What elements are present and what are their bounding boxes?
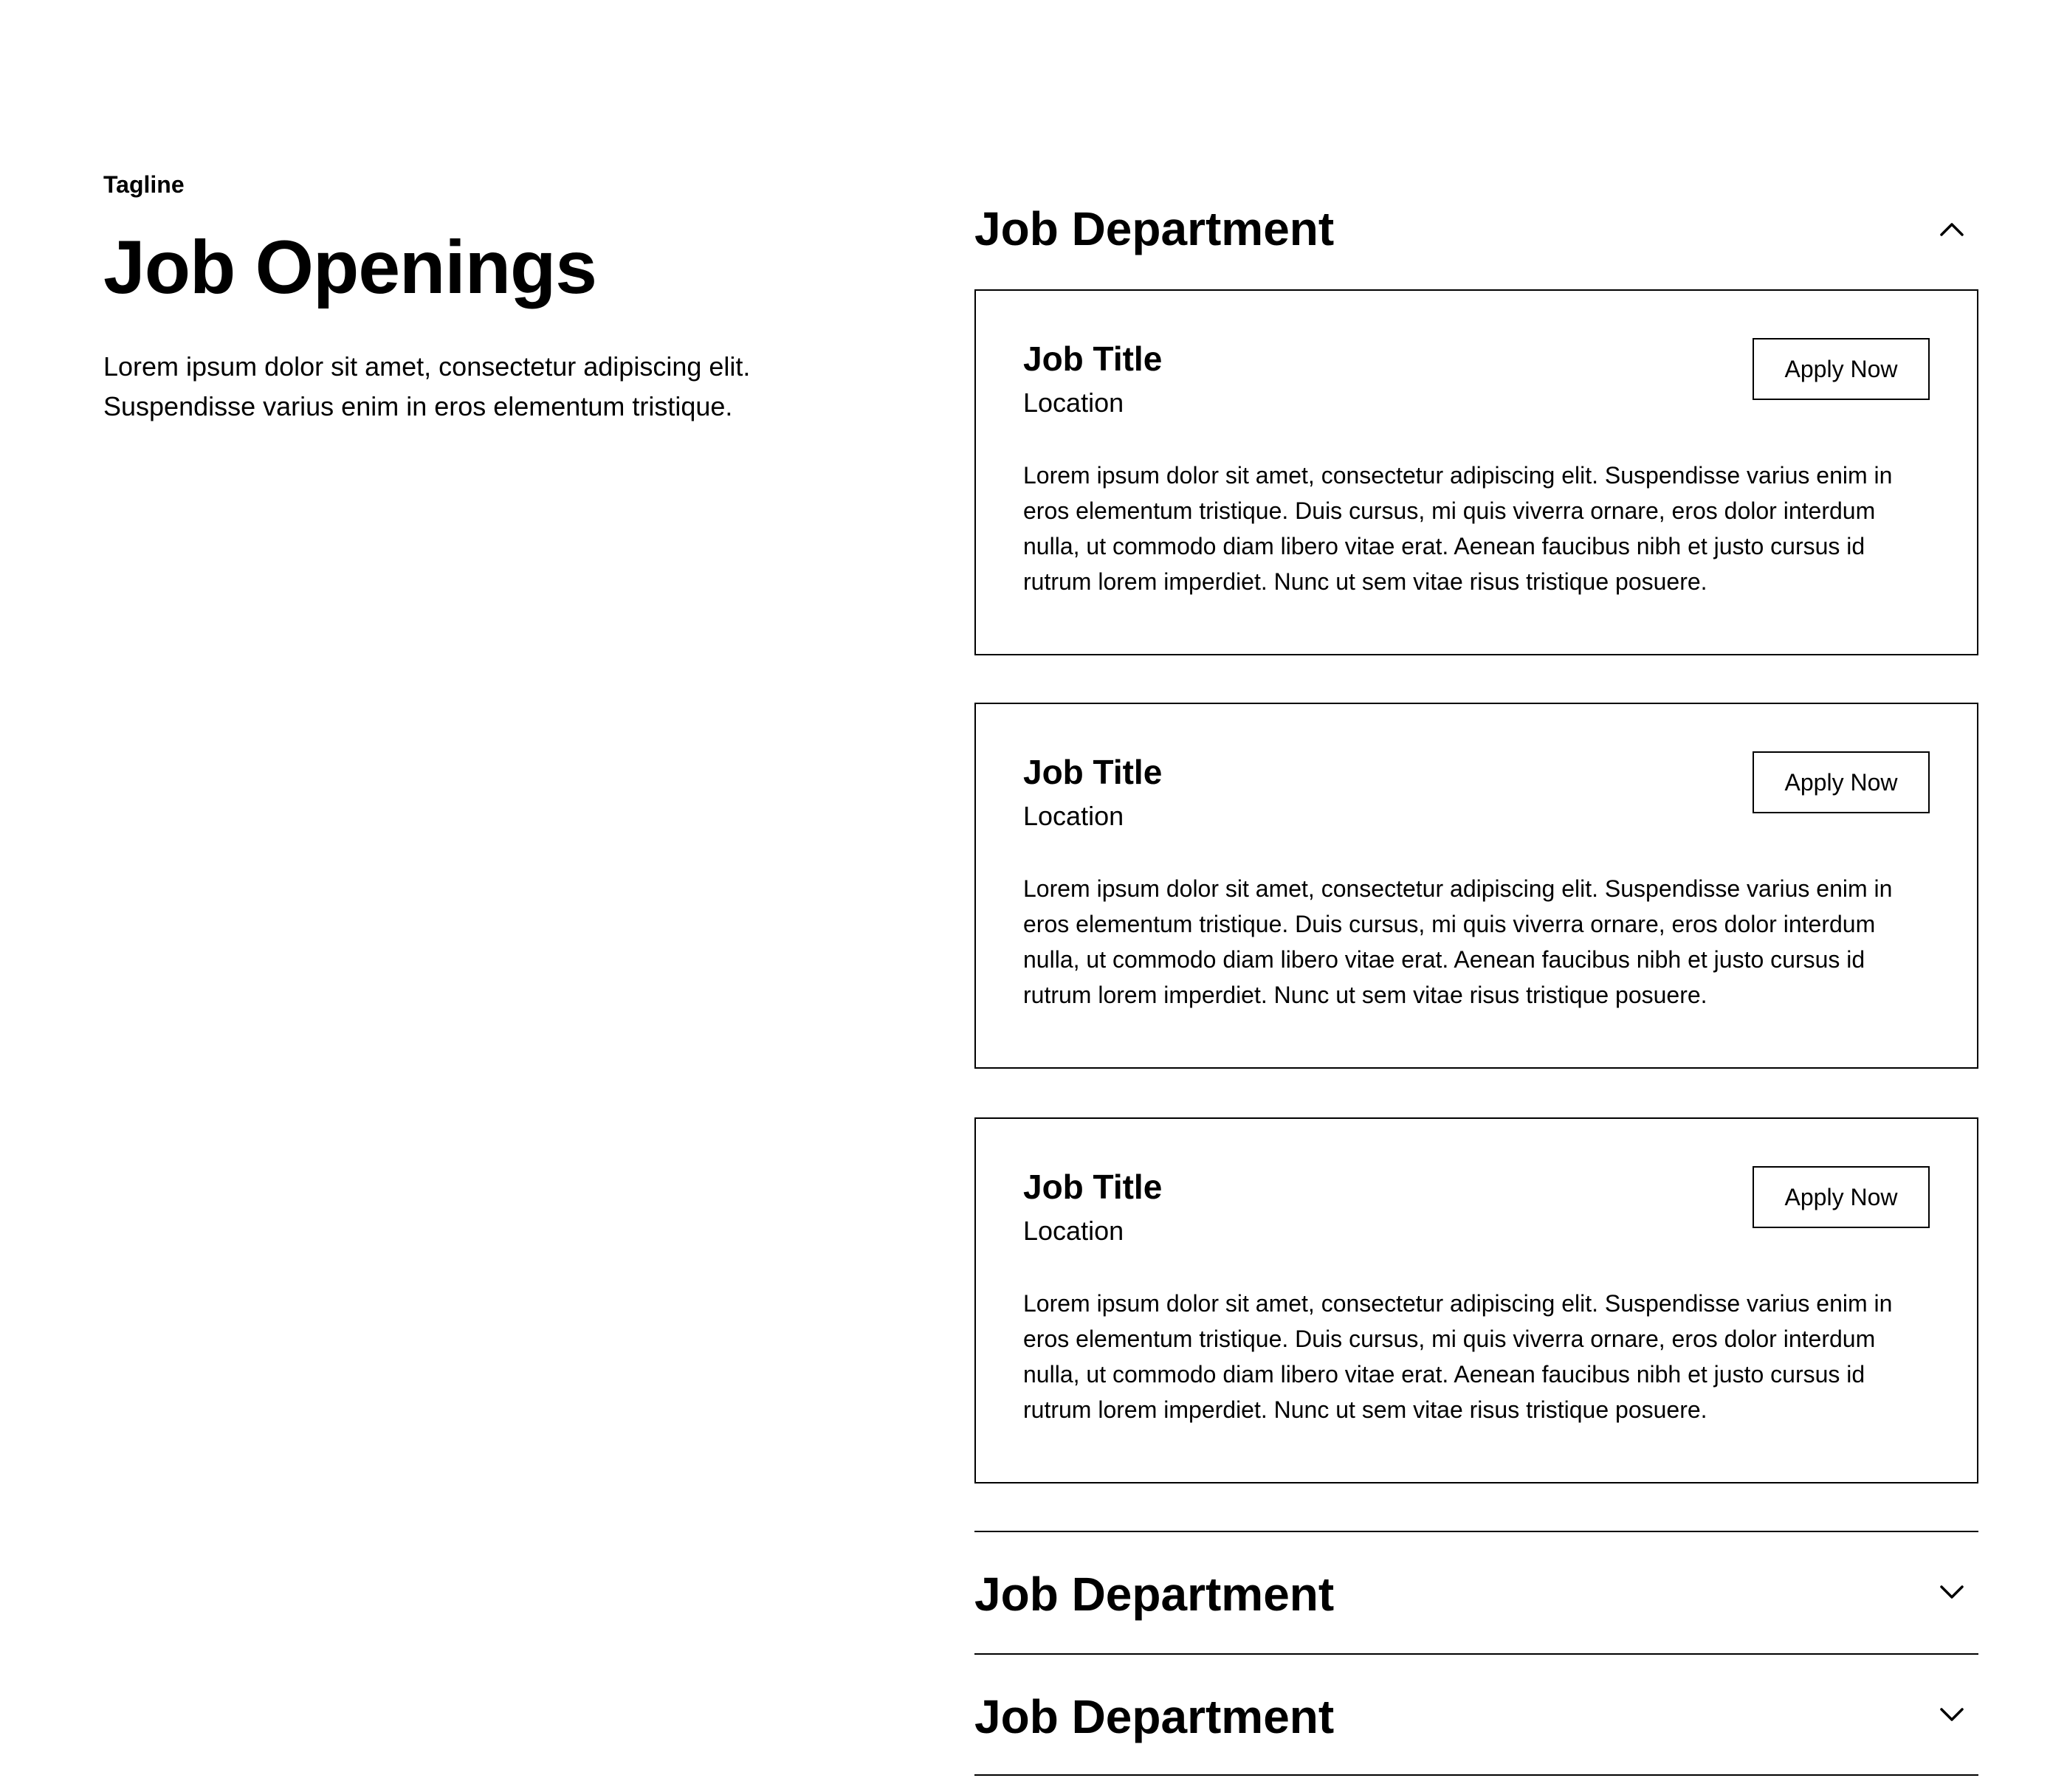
job-location: Location: [1023, 1216, 1124, 1246]
department-header-0[interactable]: [974, 192, 1978, 266]
job-description: Lorem ipsum dolor sit amet, consectetur adipiscing elit. Suspendisse varius enim in eros elementum tristique. Duis cursus, mi quis viverra ornare, eros dolor interdum nulla, ut commodo diam libero vitae erat. Aenean faucibus nibh et justo cursus id rutrum lorem imperdiet. Nunc ut sem vitae risus tristique posuere.: [1023, 875, 1893, 1008]
job-title: Job Title: [1023, 753, 1163, 791]
apply-now-button[interactable]: Apply Now: [1753, 751, 1930, 813]
apply-now-button[interactable]: Apply Now: [1753, 1166, 1930, 1228]
job-card: [974, 289, 1978, 655]
chevron-up-icon[interactable]: [1937, 214, 1967, 244]
job-location: Location: [1023, 387, 1124, 418]
apply-now-button[interactable]: Apply Now: [1753, 338, 1930, 400]
chevron-down-icon[interactable]: [1937, 1700, 1967, 1730]
department-title: Job Department: [974, 1690, 1335, 1743]
job-location: Location: [1023, 801, 1124, 831]
chevron-down-icon[interactable]: [1937, 1578, 1967, 1607]
job-card: [974, 1117, 1978, 1483]
department-title: Job Department: [974, 1568, 1335, 1621]
department-header-1[interactable]: [974, 1531, 1978, 1653]
department-header-2[interactable]: [974, 1653, 1978, 1776]
job-card: [974, 703, 1978, 1069]
job-description: Lorem ipsum dolor sit amet, consectetur adipiscing elit. Suspendisse varius enim in eros elementum tristique. Duis cursus, mi quis viverra ornare, eros dolor interdum nulla, ut commodo diam libero vitae erat. Aenean faucibus nibh et justo cursus id rutrum lorem imperdiet. Nunc ut sem vitae risus tristique posuere.: [1023, 462, 1893, 595]
tagline: Tagline: [103, 171, 185, 198]
intro-text: Lorem ipsum dolor sit amet, consectetur adipiscing elit. Suspendisse varius enim in eros elementum tristique.: [103, 351, 751, 421]
page-title: Job Openings: [103, 225, 597, 309]
job-description: Lorem ipsum dolor sit amet, consectetur adipiscing elit. Suspendisse varius enim in eros elementum tristique. Duis cursus, mi quis viverra ornare, eros dolor interdum nulla, ut commodo diam libero vitae erat. Aenean faucibus nibh et justo cursus id rutrum lorem imperdiet. Nunc ut sem vitae risus tristique posuere.: [1023, 1290, 1893, 1423]
job-title: Job Title: [1023, 340, 1163, 378]
job-title: Job Title: [1023, 1168, 1163, 1206]
department-title: Job Department: [974, 202, 1335, 255]
